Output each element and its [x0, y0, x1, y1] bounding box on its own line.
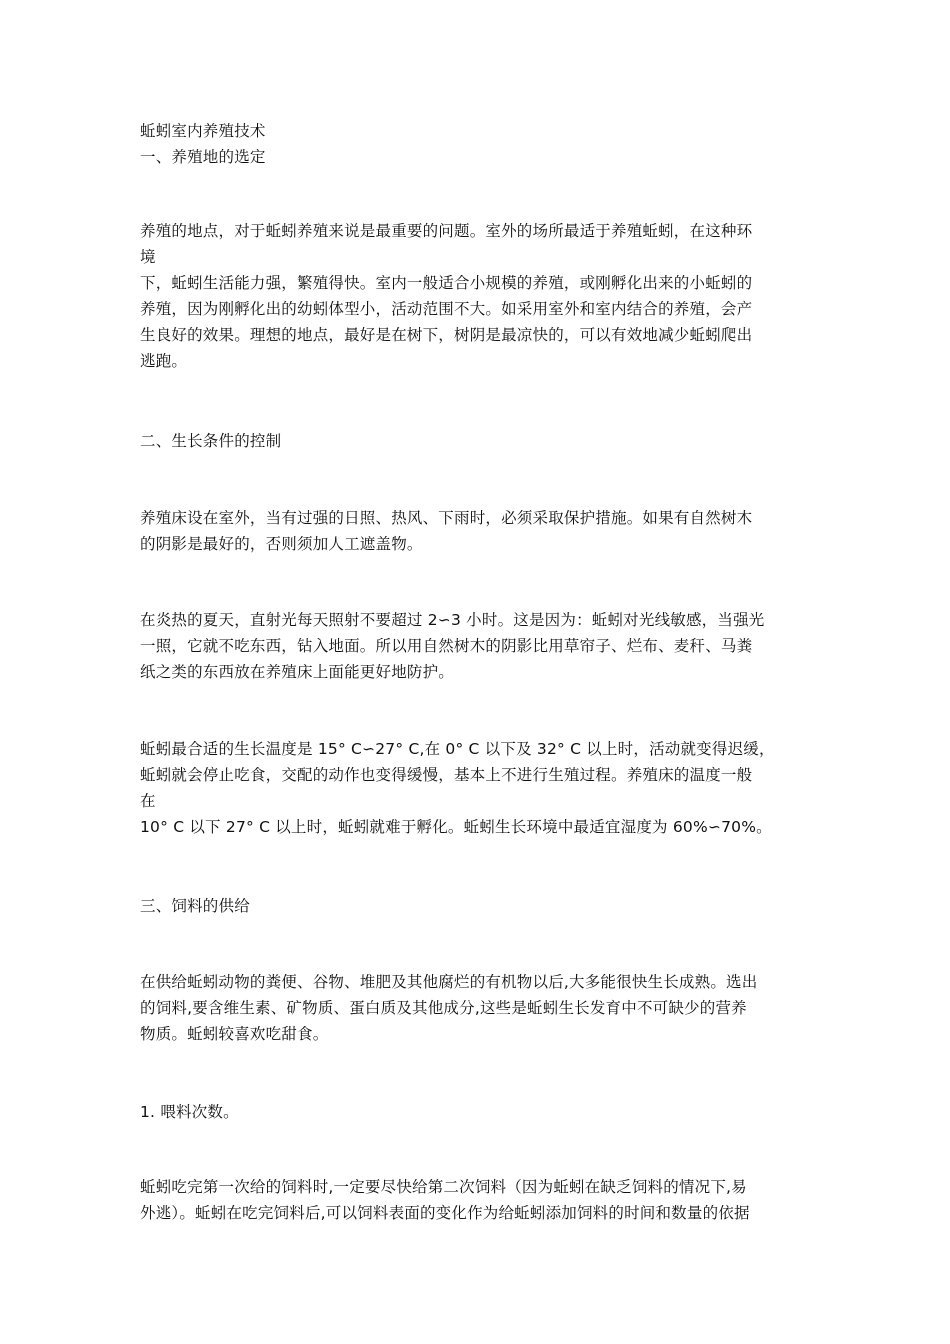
subsection-heading-feeding-frequency: 1. 喂料次数。	[140, 1103, 239, 1121]
document-title: 蚯蚓室内养殖技术	[140, 122, 266, 140]
section-heading-growth-conditions: 二、生长条件的控制	[140, 432, 282, 450]
paragraph-line: 蚯蚓就会停止吃食，交配的动作也变得缓慢，基本上不进行生殖过程。养殖床的温度一般	[140, 766, 753, 784]
paragraph-line: 外逃）。蚯蚓在吃完饲料后,可以饲料表面的变化作为给蚯蚓添加饲料的时间和数量的依据	[140, 1204, 750, 1222]
paragraph-line: 的饲料,要含维生素、矿物质、蛋白质及其他成分,这些是蚯蚓生长发育中不可缺少的营养	[140, 999, 747, 1017]
paragraph-line: 下，蚯蚓生活能力强，繁殖得快。室内一般适合小规模的养殖，或刚孵化出来的小蚯蚓的	[140, 274, 753, 292]
paragraph-line: 逃跑。	[140, 352, 188, 370]
paragraph-line: 蚯蚓吃完第一次给的饲料时,一定要尽快给第二次饲料（因为蚯蚓在缺乏饲料的情况下,易	[140, 1178, 747, 1196]
paragraph-line: 在炎热的夏天，直射光每天照射不要超过 2∽3 小时。这是因为：蚯蚓对光线敏感，当强光	[140, 611, 765, 629]
paragraph-line: 养殖的地点，对于蚯蚓养殖来说是最重要的问题。室外的场所最适于养殖蚯蚓，在这种环	[140, 222, 753, 240]
paragraph-line: 10° C 以下 27° C 以上时，蚯蚓就难于孵化。蚯蚓生长环境中最适宜湿度为 60%∽70%。	[140, 818, 772, 836]
paragraph-line: 境	[140, 248, 156, 266]
section-heading-site-selection: 一、养殖地的选定	[140, 148, 266, 166]
paragraph-line: 物质。蚯蚓较喜欢吃甜食。	[140, 1025, 329, 1043]
paragraph-line: 生良好的效果。理想的地点，最好是在树下，树阴是最凉快的，可以有效地减少蚯蚓爬出	[140, 326, 753, 344]
paragraph-line: 养殖，因为刚孵化出的幼蚓体型小，活动范围不大。如采用室外和室内结合的养殖，会产	[140, 300, 753, 318]
paragraph-line: 的阴影是最好的，否则须加人工遮盖物。	[140, 535, 423, 553]
paragraph-line: 一照，它就不吃东西，钻入地面。所以用自然树木的阴影比用草帘子、烂布、麦秆、马粪	[140, 637, 753, 655]
paragraph-line: 纸之类的东西放在养殖床上面能更好地防护。	[140, 663, 455, 681]
paragraph-line: 养殖床设在室外，当有过强的日照、热风、下雨时，必须采取保护措施。如果有自然树木	[140, 509, 753, 527]
paragraph-line: 蚯蚓最合适的生长温度是 15° C∽27° C,在 0° C 以下及 32° C 以上时，活动就变得迟缓，	[140, 740, 775, 758]
paragraph-line: 在	[140, 792, 156, 810]
paragraph-line: 在供给蚯蚓动物的粪便、谷物、堆肥及其他腐烂的有机物以后,大多能很快生长成熟。选出	[140, 973, 758, 991]
section-heading-feed-supply: 三、饲料的供给	[140, 897, 250, 915]
